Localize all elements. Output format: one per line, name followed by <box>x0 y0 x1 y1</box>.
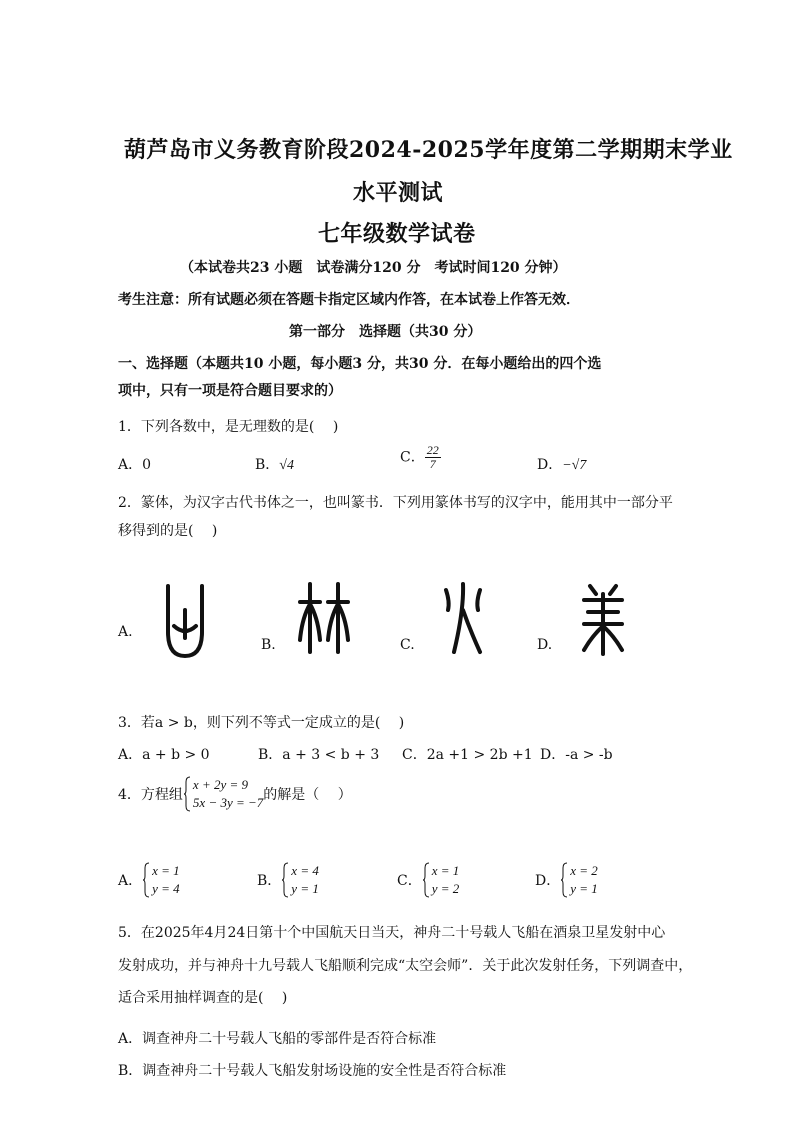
q4-option-c-label: C． <box>397 873 422 889</box>
seal-char-lin-image <box>296 580 352 658</box>
q1-stem: 1．下列各数中，是无理数的是( ) <box>118 419 339 435</box>
q1-option-c-fraction <box>425 444 441 471</box>
q4-option-a-label: A． <box>118 873 143 889</box>
notice: 考生注意：所有试题必须在答题卡指定区域内作答，在本试卷上作答无效． <box>118 292 580 308</box>
title-line-2: 水平测试 <box>353 180 444 206</box>
q4-option-b <box>257 862 319 898</box>
q4-option-d-system <box>560 862 598 898</box>
q5-option-b: B．调查神舟二十号载人飞船发射场设施的安全性是否符合标准 <box>118 1063 507 1079</box>
q1-option-c-denominator: 7 <box>429 457 436 471</box>
q3-option-d: D．-a > -b <box>540 747 613 763</box>
q4-option-b-y: y = 1 <box>291 881 319 896</box>
q2-stem-line-2: 移得到的是( ) <box>118 523 218 539</box>
brace-icon <box>281 862 289 898</box>
q4-stem-suffix: 的解是（ ） <box>263 787 352 803</box>
q1-option-d <box>537 454 586 474</box>
seal-char-huo-image <box>440 580 486 658</box>
q5-stem-line-2: 发射成功，并与神舟十九号载人飞船顺利完成“太空会师”．关于此次发射任务，下列调查中， <box>118 958 693 974</box>
q4-stem-prefix: 4．方程组 <box>118 787 183 803</box>
q5-stem-line-1: 5．在2025年4月24日第十个中国航天日当天，神舟二十号载人飞船在酒泉卫星发射中心 <box>118 925 666 941</box>
q5-stem-line-3: 适合采用抽样调查的是( ) <box>118 990 288 1006</box>
q1-option-c-numerator: 22 <box>426 443 439 457</box>
q4-option-d-y: y = 1 <box>570 881 598 896</box>
q1-option-b-value: √4 <box>279 458 294 473</box>
q4-option-a-system <box>142 862 180 898</box>
title-line-1: 葫芦岛市义务教育阶段2024-2025学年度第二学期期末学业 <box>124 137 733 163</box>
exam-info: （本试卷共23 小题 试卷满分120 分 考试时间120 分钟） <box>180 260 567 276</box>
q4-option-c-x: x = 1 <box>431 863 460 878</box>
q4-equation-2: 5x − 3y = −7 <box>192 795 264 810</box>
q4-system <box>183 776 263 812</box>
q2-stem-line-1: 2．篆体，为汉字古代书体之一，也叫篆书．下列用篆体书写的汉字中，能用其中一部分平 <box>118 495 673 511</box>
brace-icon <box>422 862 430 898</box>
q1-option-a: A．0 <box>118 457 152 473</box>
seal-char-shan-image <box>160 580 210 660</box>
q4-option-d <box>535 862 598 898</box>
q1-option-c-label: C． <box>400 449 425 466</box>
q4-option-d-label: D． <box>535 873 561 889</box>
part-title: 第一部分 选择题（共30 分） <box>289 324 482 340</box>
brace-icon <box>560 862 568 898</box>
q3-option-b: B．a + 3 < b + 3 <box>258 747 380 763</box>
section-title-line-2: 项中，只有一项是符合题目要求的） <box>118 383 342 399</box>
q4-stem <box>118 776 352 812</box>
q4-option-a-x: x = 1 <box>152 863 180 878</box>
q1-option-d-label: D． <box>537 457 563 473</box>
q3-option-a: A．a + b > 0 <box>118 747 210 763</box>
seal-char-mei-image <box>578 580 628 658</box>
q4-option-b-label: B． <box>257 873 282 889</box>
q3-stem: 3．若a > b，则下列不等式一定成立的是( ) <box>118 715 405 731</box>
section-title-line-1: 一、选择题（本题共10 小题，每小题3 分，共30 分．在每小题给出的四个选 <box>118 356 602 372</box>
q2-option-b-label: B. <box>261 637 276 653</box>
q4-equation-1: x + 2y = 9 <box>192 777 249 792</box>
q1-option-b <box>255 454 294 474</box>
q2-option-a-label: A. <box>118 624 133 640</box>
q3-option-c: C．2a +1 > 2b +1 <box>402 747 533 763</box>
q2-option-c-label: C. <box>400 637 415 653</box>
q4-option-c-system <box>422 862 460 898</box>
q1-option-c <box>400 444 441 471</box>
q4-option-c-y: y = 2 <box>431 881 460 896</box>
title-line-3: 七年级数学试卷 <box>318 221 476 247</box>
q4-option-a-y: y = 4 <box>152 881 180 896</box>
q4-option-b-system <box>281 862 319 898</box>
q1-option-b-label: B． <box>255 457 280 473</box>
q5-option-a: A．调查神舟二十号载人飞船的零部件是否符合标准 <box>118 1031 437 1047</box>
q4-option-b-x: x = 4 <box>291 863 319 878</box>
q2-option-d-label: D. <box>537 637 553 653</box>
q4-option-d-x: x = 2 <box>570 863 598 878</box>
brace-icon <box>183 776 191 812</box>
q4-option-a <box>118 862 180 898</box>
brace-icon <box>142 862 150 898</box>
q1-option-d-value: −√7 <box>562 458 587 473</box>
q4-option-c <box>397 862 459 898</box>
